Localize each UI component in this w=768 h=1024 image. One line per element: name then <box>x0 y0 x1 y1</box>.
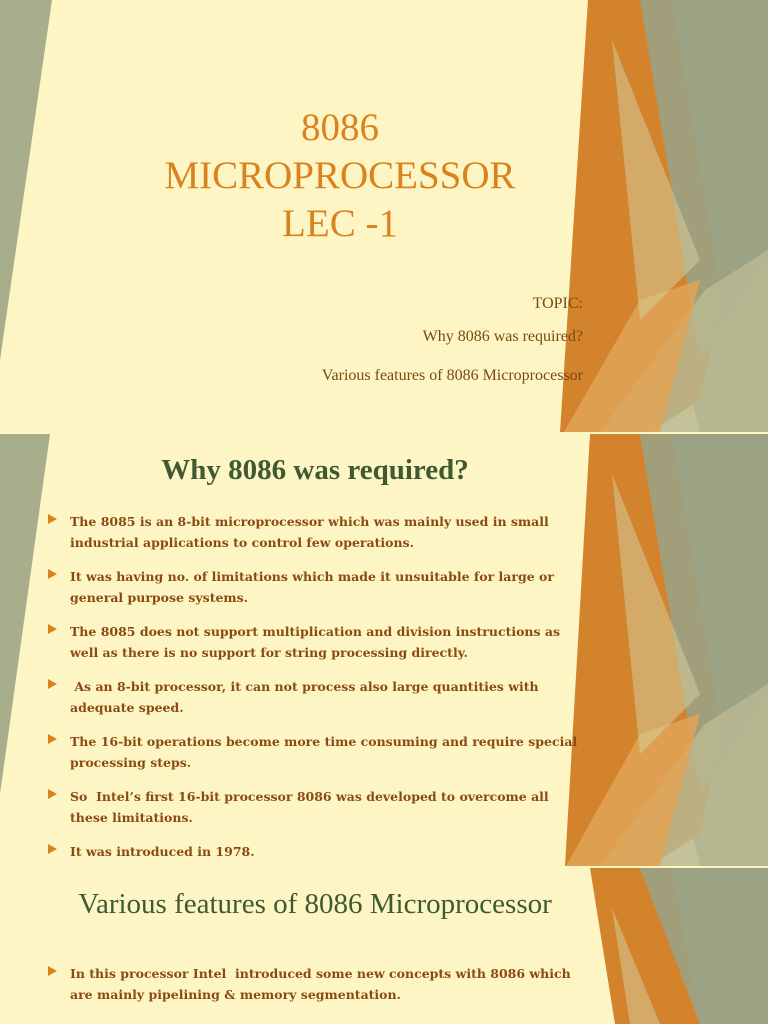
bullet-item <box>48 786 578 828</box>
bullet-text: The 8085 does not support multiplication and division instructions as well as there is no support for string processing directly. <box>70 624 561 660</box>
bullet-text: The 16-bit operations become more time consuming and require special processing steps. <box>70 734 578 770</box>
topic-item-2: Various features of 8086 Microprocessor <box>321 367 583 384</box>
bullet-item <box>48 963 578 1005</box>
bullet-arrow-icon <box>48 514 57 524</box>
presentation-title <box>0 104 680 248</box>
bullet-arrow-icon <box>48 734 57 744</box>
slide-2 <box>0 434 768 866</box>
bullet-arrow-icon <box>48 789 57 799</box>
title-line-2: MICROPROCESSOR <box>164 154 516 197</box>
bullet-text: The 8085 is an 8-bit microprocessor which was mainly used in small industrial applications to control few operations. <box>70 514 549 550</box>
bullet-text: As an 8-bit processor, it can not process also large quantities with adequate speed. <box>70 679 543 715</box>
topic-item-1: Why 8086 was required? <box>422 328 583 345</box>
title-line-3: LEC -1 <box>282 202 398 245</box>
bullet-item <box>48 511 578 553</box>
bullet-item <box>48 676 578 718</box>
bullet-arrow-icon <box>48 569 57 579</box>
bullet-arrow-icon <box>48 966 57 976</box>
slide-2-bullet-list <box>48 511 578 862</box>
slide-2-heading: Why 8086 was required? <box>161 454 469 486</box>
title-line-1: 8086 <box>301 106 379 149</box>
bullet-text: It was introduced in 1978. <box>70 844 255 859</box>
bullet-arrow-icon <box>48 844 57 854</box>
bullet-arrow-icon <box>48 679 57 689</box>
bullet-item <box>48 621 578 663</box>
bullet-item <box>48 731 578 773</box>
bullet-arrow-icon <box>48 624 57 634</box>
bullet-item <box>48 841 578 862</box>
bullet-text: So Intel’s first 16-bit processor 8086 was developed to overcome all these limitations. <box>70 789 554 825</box>
slide-1 <box>0 0 768 432</box>
bullet-item <box>48 566 578 608</box>
slide-3-heading: Various features of 8086 Microprocessor <box>78 888 552 920</box>
slide-3-bullet-list <box>48 963 578 1005</box>
bullet-text: It was having no. of limitations which made it unsuitable for large or general purpose systems. <box>70 569 554 605</box>
topic-label: TOPIC: <box>532 295 583 312</box>
slide-3 <box>0 868 768 1024</box>
bullet-text: In this processor Intel introduced some new concepts with 8086 which are mainly pipelining & memory segmentation. <box>70 966 576 1002</box>
